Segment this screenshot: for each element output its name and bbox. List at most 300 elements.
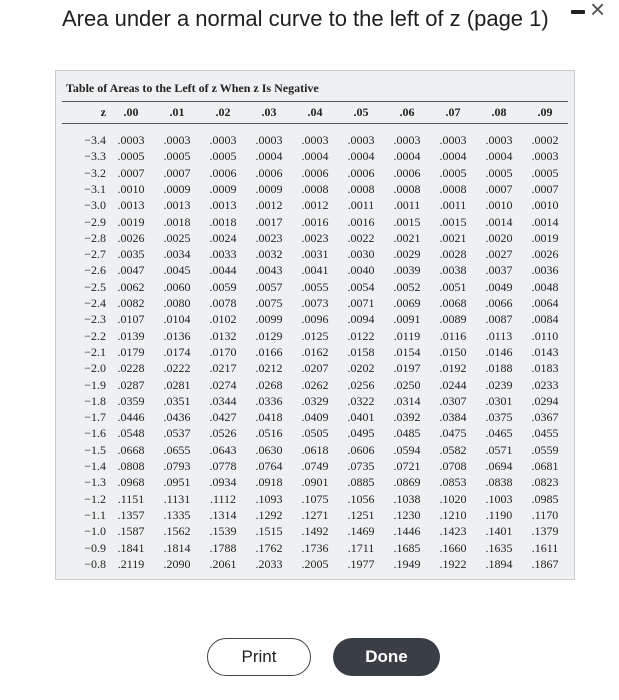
area-value-cell: .0021	[393, 230, 421, 245]
area-value-cell: .0054	[347, 279, 375, 294]
area-value-cell: .0212	[255, 361, 283, 376]
area-value-cell: .0170	[209, 344, 237, 359]
area-value-cell: .0322	[347, 393, 375, 408]
table-row	[56, 345, 575, 362]
area-value-cell: .0031	[301, 247, 329, 262]
area-value-cell: .0027	[485, 247, 513, 262]
area-value-cell: .0007	[163, 165, 191, 180]
area-value-cell: .0010	[117, 181, 145, 196]
area-value-cell: .0392	[393, 410, 421, 425]
area-value-cell: .0582	[439, 442, 467, 457]
area-value-cell: .0136	[163, 328, 191, 343]
area-value-cell: .1335	[163, 507, 191, 522]
area-value-cell: .1112	[209, 491, 237, 506]
z-value-cell: −1.4	[84, 459, 106, 473]
area-value-cell: .1611	[531, 540, 559, 555]
column-header: .00	[123, 105, 139, 119]
area-value-cell: .0548	[117, 426, 145, 441]
z-value-cell: −1.7	[84, 410, 106, 425]
area-value-cell: .0007	[531, 181, 559, 196]
column-header: .03	[261, 105, 277, 119]
area-value-cell: .0099	[255, 312, 283, 327]
area-value-cell: .0384	[439, 410, 467, 425]
area-value-cell: .0008	[301, 181, 329, 196]
z-value-cell: −2.2	[84, 328, 106, 343]
area-value-cell: .0951	[163, 475, 191, 490]
area-value-cell: .0023	[255, 230, 283, 245]
area-value-cell: .0013	[117, 198, 145, 213]
column-header: .02	[215, 105, 231, 119]
area-value-cell: .0618	[301, 442, 329, 457]
z-value-cell: −2.9	[84, 214, 106, 229]
area-value-cell: .0314	[393, 393, 421, 408]
area-value-cell: .2090	[163, 556, 191, 571]
minimize-icon[interactable]	[571, 10, 585, 14]
area-value-cell: .0606	[347, 442, 375, 457]
column-header: .08	[491, 105, 507, 119]
area-value-cell: .0038	[439, 263, 467, 278]
z-value-cell: −2.3	[84, 312, 106, 327]
area-value-cell: .1949	[393, 556, 421, 571]
area-value-cell: .0010	[531, 198, 559, 213]
area-value-cell: .0110	[531, 328, 559, 343]
area-value-cell: .0022	[347, 230, 375, 245]
area-value-cell: .0019	[531, 230, 559, 245]
area-value-cell: .0505	[301, 426, 329, 441]
area-value-cell: .0005	[163, 149, 191, 164]
area-value-cell: .0059	[209, 279, 237, 294]
table-row	[56, 475, 575, 492]
table-row	[56, 329, 575, 346]
area-value-cell: .1314	[209, 507, 237, 522]
area-value-cell: .0125	[301, 328, 329, 343]
area-value-cell: .0102	[209, 312, 237, 327]
area-value-cell: .0002	[531, 133, 559, 147]
area-value-cell: .0005	[531, 165, 559, 180]
area-value-cell: .0359	[117, 393, 145, 408]
area-value-cell: .0078	[209, 296, 237, 310]
z-value-cell: −3.1	[84, 181, 106, 196]
area-value-cell: .0015	[439, 214, 467, 229]
area-value-cell: .0655	[163, 442, 191, 457]
area-value-cell: .0183	[531, 361, 559, 376]
area-value-cell: .0008	[439, 181, 467, 196]
area-value-cell: .0020	[485, 230, 513, 245]
area-value-cell: .0918	[255, 475, 283, 490]
z-value-cell: −2.7	[84, 247, 106, 262]
area-value-cell: .0004	[347, 149, 375, 164]
area-value-cell: .0018	[163, 214, 191, 229]
column-header: .04	[307, 105, 323, 119]
area-value-cell: .0869	[393, 475, 421, 490]
area-value-cell: .1922	[439, 556, 467, 571]
area-value-cell: .0007	[485, 181, 513, 196]
area-value-cell: .1056	[347, 491, 375, 506]
area-value-cell: .0006	[393, 165, 421, 180]
area-value-cell: .0037	[485, 263, 513, 278]
area-value-cell: .0010	[485, 198, 513, 213]
area-value-cell: .0375	[485, 410, 513, 425]
table-row	[56, 182, 575, 199]
area-value-cell: .0146	[485, 344, 513, 359]
area-value-cell: .0068	[439, 296, 467, 310]
area-value-cell: .1894	[485, 556, 513, 571]
area-value-cell: .0003	[209, 133, 237, 147]
area-value-cell: .0708	[439, 459, 467, 473]
area-value-cell: .0008	[393, 181, 421, 196]
area-value-cell: .0222	[163, 361, 191, 376]
z-value-cell: −3.3	[84, 149, 106, 164]
table-row	[56, 149, 575, 166]
area-value-cell: .0119	[393, 328, 421, 343]
area-value-cell: .0073	[301, 296, 329, 310]
area-value-cell: .1562	[163, 524, 191, 539]
column-header: .09	[537, 105, 553, 119]
area-value-cell: .1075	[301, 491, 329, 506]
area-value-cell: .0808	[117, 459, 145, 473]
area-value-cell: .0004	[255, 149, 283, 164]
area-value-cell: .0250	[393, 377, 421, 392]
area-value-cell: .0007	[117, 165, 145, 180]
area-value-cell: .0003	[255, 133, 283, 147]
area-value-cell: .1251	[347, 507, 375, 522]
table-row	[56, 263, 575, 280]
z-value-cell: −2.8	[84, 230, 106, 245]
table-row	[56, 247, 575, 264]
z-value-cell: −1.3	[84, 475, 106, 490]
area-value-cell: .0021	[439, 230, 467, 245]
table-row	[56, 557, 575, 574]
area-value-cell: .0006	[209, 165, 237, 180]
area-value-cell: .0735	[347, 459, 375, 473]
area-value-cell: .0594	[393, 442, 421, 457]
area-value-cell: .1736	[301, 540, 329, 555]
dialog-title: Area under a normal curve to the left of z (page 1)	[62, 6, 549, 31]
area-value-cell: .1711	[347, 540, 375, 555]
area-value-cell: .1401	[485, 524, 513, 539]
area-value-cell: .0011	[439, 198, 467, 213]
area-value-cell: .1539	[209, 524, 237, 539]
area-value-cell: .0049	[485, 279, 513, 294]
table-row	[56, 443, 575, 460]
area-value-cell: .0256	[347, 377, 375, 392]
area-value-cell: .0455	[531, 426, 559, 441]
area-value-cell: .0401	[347, 410, 375, 425]
z-value-cell: −0.9	[84, 540, 106, 555]
area-value-cell: .1814	[163, 540, 191, 555]
area-value-cell: .1020	[439, 491, 467, 506]
area-value-cell: .0113	[485, 328, 513, 343]
area-value-cell: .0004	[439, 149, 467, 164]
area-value-cell: .0091	[393, 312, 421, 327]
table-row	[56, 459, 575, 476]
table-heading: Table of Areas to the Left of z When z Is Negative	[66, 81, 319, 95]
area-value-cell: .0080	[163, 296, 191, 310]
area-value-cell: .0838	[485, 475, 513, 490]
area-value-cell: .0013	[209, 198, 237, 213]
area-value-cell: .0003	[485, 133, 513, 147]
area-value-cell: .0166	[255, 344, 283, 359]
area-value-cell: .0559	[531, 442, 559, 457]
area-value-cell: .1587	[117, 524, 145, 539]
area-value-cell: .1660	[439, 540, 467, 555]
column-header: .06	[399, 105, 415, 119]
area-value-cell: .0006	[347, 165, 375, 180]
area-value-cell: .1003	[485, 491, 513, 506]
area-value-cell: .0003	[439, 133, 467, 147]
area-value-cell: .0274	[209, 377, 237, 392]
area-value-cell: .0016	[347, 214, 375, 229]
area-value-cell: .0069	[393, 296, 421, 310]
table-header-row	[56, 105, 575, 122]
area-value-cell: .0485	[393, 426, 421, 441]
table-row	[56, 312, 575, 329]
area-value-cell: .0694	[485, 459, 513, 473]
area-value-cell: .1685	[393, 540, 421, 555]
area-value-cell: .0571	[485, 442, 513, 457]
area-value-cell: .0764	[255, 459, 283, 473]
area-value-cell: .0009	[163, 181, 191, 196]
table-row	[56, 378, 575, 395]
area-value-cell: .0351	[163, 393, 191, 408]
area-value-cell: .0075	[255, 296, 283, 310]
area-value-cell: .0005	[439, 165, 467, 180]
area-value-cell: .0268	[255, 377, 283, 392]
area-value-cell: .1423	[439, 524, 467, 539]
area-value-cell: .1170	[531, 507, 559, 522]
table-row	[56, 198, 575, 215]
area-value-cell: .0158	[347, 344, 375, 359]
area-value-cell: .0217	[209, 361, 237, 376]
z-value-cell: −2.4	[84, 296, 106, 310]
area-value-cell: .0082	[117, 296, 145, 310]
area-value-cell: .0009	[255, 181, 283, 196]
area-value-cell: .0005	[209, 149, 237, 164]
area-value-cell: .0033	[209, 247, 237, 262]
z-value-cell: −1.0	[84, 524, 106, 539]
area-value-cell: .0066	[485, 296, 513, 310]
area-value-cell: .0116	[439, 328, 467, 343]
area-value-cell: .1210	[439, 507, 467, 522]
area-value-cell: .1292	[255, 507, 283, 522]
area-value-cell: .0721	[393, 459, 421, 473]
area-value-cell: .0129	[255, 328, 283, 343]
area-value-cell: .0051	[439, 279, 467, 294]
area-value-cell: .0985	[531, 491, 559, 506]
print-button[interactable]: Print	[207, 638, 311, 676]
area-value-cell: .0207	[301, 361, 329, 376]
area-value-cell: .0475	[439, 426, 467, 441]
area-value-cell: .0853	[439, 475, 467, 490]
area-value-cell: .1788	[209, 540, 237, 555]
z-value-cell: −2.0	[84, 361, 106, 376]
area-value-cell: .1469	[347, 524, 375, 539]
area-value-cell: .0005	[117, 149, 145, 164]
area-value-cell: .0344	[209, 393, 237, 408]
area-value-cell: .0035	[117, 247, 145, 262]
area-value-cell: .1230	[393, 507, 421, 522]
area-value-cell: .0139	[117, 328, 145, 343]
area-value-cell: .0643	[209, 442, 237, 457]
area-value-cell: .0516	[255, 426, 283, 441]
area-value-cell: .0301	[485, 393, 513, 408]
area-value-cell: .0202	[347, 361, 375, 376]
area-value-cell: .0262	[301, 377, 329, 392]
area-value-cell: .0003	[117, 133, 145, 147]
column-header: .01	[169, 105, 185, 119]
area-value-cell: .0244	[439, 377, 467, 392]
area-value-cell: .0060	[163, 279, 191, 294]
area-value-cell: .0016	[301, 214, 329, 229]
area-value-cell: .0233	[531, 377, 559, 392]
area-value-cell: .1762	[255, 540, 283, 555]
area-value-cell: .0143	[531, 344, 559, 359]
area-value-cell: .0004	[393, 149, 421, 164]
area-value-cell: .0174	[163, 344, 191, 359]
area-value-cell: .0032	[255, 247, 283, 262]
area-value-cell: .2061	[209, 556, 237, 571]
area-value-cell: .0749	[301, 459, 329, 473]
area-value-cell: .0096	[301, 312, 329, 327]
area-value-cell: .0154	[393, 344, 421, 359]
area-value-cell: .0681	[531, 459, 559, 473]
z-table-panel	[55, 70, 575, 580]
area-value-cell: .0968	[117, 475, 145, 490]
area-value-cell: .0294	[531, 393, 559, 408]
area-value-cell: .0055	[301, 279, 329, 294]
area-value-cell: .2005	[301, 556, 329, 571]
area-value-cell: .0006	[255, 165, 283, 180]
area-value-cell: .0089	[439, 312, 467, 327]
area-value-cell: .0026	[531, 247, 559, 262]
area-value-cell: .0281	[163, 377, 191, 392]
area-value-cell: .0003	[301, 133, 329, 147]
area-value-cell: .0011	[393, 198, 421, 213]
area-value-cell: .0885	[347, 475, 375, 490]
area-value-cell: .0025	[163, 230, 191, 245]
area-value-cell: .1038	[393, 491, 421, 506]
area-value-cell: .1515	[255, 524, 283, 539]
area-value-cell: .0094	[347, 312, 375, 327]
area-value-cell: .0778	[209, 459, 237, 473]
area-value-cell: .0427	[209, 410, 237, 425]
z-value-cell: −1.8	[84, 393, 106, 408]
area-value-cell: .0446	[117, 410, 145, 425]
table-row	[56, 231, 575, 248]
area-value-cell: .1131	[163, 491, 191, 506]
area-value-cell: .0034	[163, 247, 191, 262]
area-value-cell: .0047	[117, 263, 145, 278]
area-value-cell: .0043	[255, 263, 283, 278]
area-value-cell: .0003	[347, 133, 375, 147]
z-value-cell: −0.8	[84, 556, 106, 571]
area-value-cell: .0044	[209, 263, 237, 278]
table-row	[56, 410, 575, 427]
area-value-cell: .0162	[301, 344, 329, 359]
area-value-cell: .0630	[255, 442, 283, 457]
area-value-cell: .0040	[347, 263, 375, 278]
area-value-cell: .0107	[117, 312, 145, 327]
area-value-cell: .0030	[347, 247, 375, 262]
z-value-cell: −1.9	[84, 377, 106, 392]
area-value-cell: .1093	[255, 491, 283, 506]
area-value-cell: .0024	[209, 230, 237, 245]
area-value-cell: .0307	[439, 393, 467, 408]
area-value-cell: .0004	[301, 149, 329, 164]
table-row	[56, 394, 575, 411]
area-value-cell: .0188	[485, 361, 513, 376]
area-value-cell: .0008	[347, 181, 375, 196]
area-value-cell: .0003	[531, 149, 559, 164]
area-value-cell: .0336	[255, 393, 283, 408]
area-value-cell: .1357	[117, 507, 145, 522]
area-value-cell: .0006	[301, 165, 329, 180]
z-value-cell: −1.1	[84, 507, 106, 522]
area-value-cell: .0436	[163, 410, 191, 425]
area-value-cell: .0026	[117, 230, 145, 245]
area-value-cell: .0084	[531, 312, 559, 327]
area-value-cell: .0062	[117, 279, 145, 294]
area-value-cell: .1379	[531, 524, 559, 539]
area-value-cell: .0023	[301, 230, 329, 245]
table-row	[56, 426, 575, 443]
area-value-cell: .0179	[117, 344, 145, 359]
close-icon[interactable]: ×	[590, 0, 606, 24]
area-value-cell: .0197	[393, 361, 421, 376]
area-value-cell: .0228	[117, 361, 145, 376]
area-value-cell: .0132	[209, 328, 237, 343]
area-value-cell: .0537	[163, 426, 191, 441]
z-value-cell: −3.2	[84, 165, 106, 180]
area-value-cell: .0239	[485, 377, 513, 392]
area-value-cell: .1151	[117, 491, 145, 506]
column-header: .05	[353, 105, 369, 119]
area-value-cell: .0104	[163, 312, 191, 327]
area-value-cell: .0526	[209, 426, 237, 441]
area-value-cell: .0014	[531, 214, 559, 229]
area-value-cell: .0901	[301, 475, 329, 490]
area-value-cell: .2033	[255, 556, 283, 571]
area-value-cell: .0823	[531, 475, 559, 490]
table-row	[56, 215, 575, 232]
area-value-cell: .0465	[485, 426, 513, 441]
area-value-cell: .0329	[301, 393, 329, 408]
area-value-cell: .1867	[531, 556, 559, 571]
table-row	[56, 133, 575, 150]
area-value-cell: .0012	[301, 198, 329, 213]
area-value-cell: .0019	[117, 214, 145, 229]
z-value-cell: −3.4	[84, 133, 106, 147]
area-value-cell: .0028	[439, 247, 467, 262]
area-value-cell: .0015	[393, 214, 421, 229]
area-value-cell: .0150	[439, 344, 467, 359]
area-value-cell: .0005	[485, 165, 513, 180]
area-value-cell: .0045	[163, 263, 191, 278]
area-value-cell: .0011	[347, 198, 375, 213]
area-value-cell: .1190	[485, 507, 513, 522]
area-value-cell: .0064	[531, 296, 559, 310]
area-value-cell: .1635	[485, 540, 513, 555]
table-row	[56, 508, 575, 525]
area-value-cell: .0039	[393, 263, 421, 278]
area-value-cell: .0018	[209, 214, 237, 229]
area-value-cell: .0668	[117, 442, 145, 457]
area-value-cell: .0003	[163, 133, 191, 147]
area-value-cell: .0057	[255, 279, 283, 294]
table-row	[56, 166, 575, 183]
done-button[interactable]: Done	[333, 638, 440, 676]
area-value-cell: .0409	[301, 410, 329, 425]
